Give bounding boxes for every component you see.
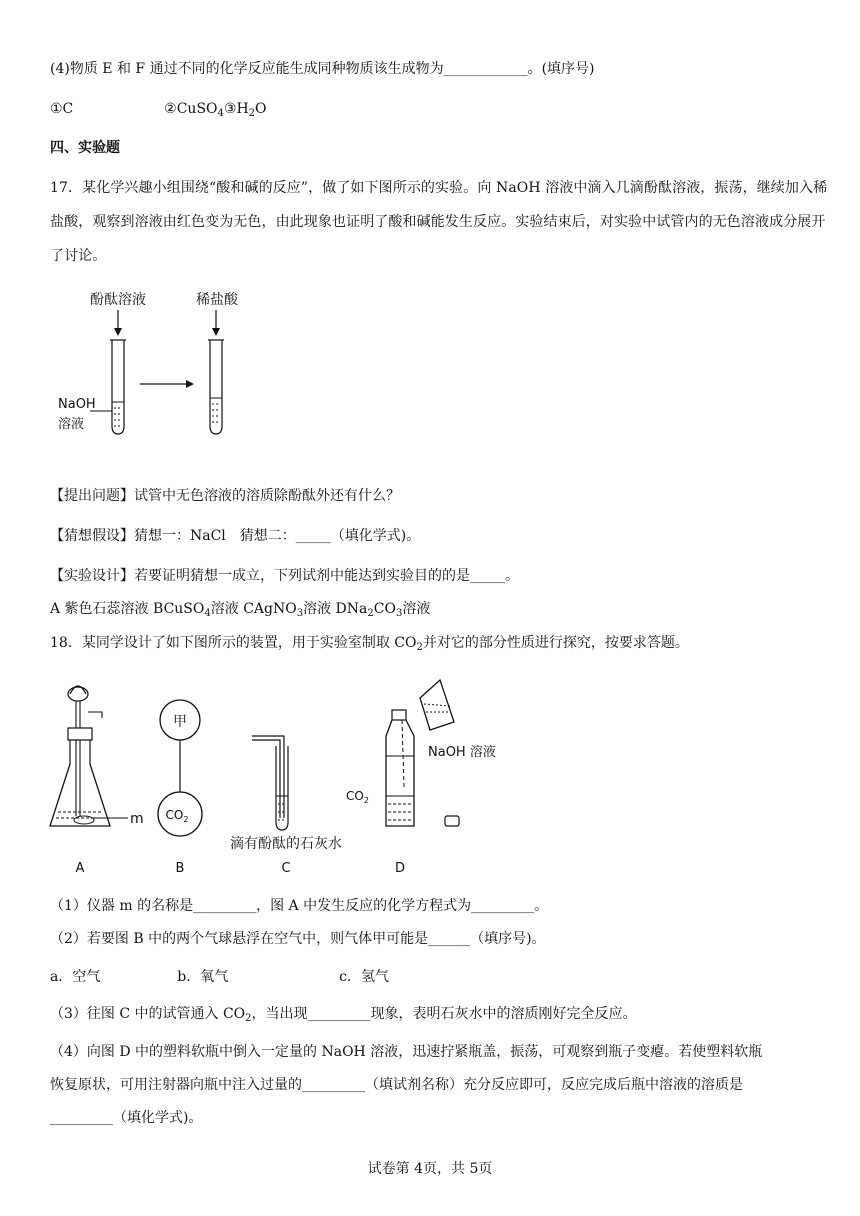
q18-stem: 18．某同学设计了如下图所示的装置，用于实验室制取 $CO_2$并对它的部分性质进行探究，按要求答题。	[50, 635, 689, 653]
label-co2-balloon: $CO_2$	[165, 808, 189, 824]
q18-option-b: b．氧气	[177, 969, 229, 985]
q4-options	[50, 98, 832, 120]
label-hcl: 稀盐酸	[196, 292, 238, 308]
q17-question: 【提出问题】试管中无色溶液的溶质除酚酞外还有什么？	[50, 488, 400, 504]
q18-part4-line3: _________（填化学式)。	[50, 1110, 203, 1126]
q17-option-b: BCuSO$_4$溶液	[153, 601, 239, 619]
q4-option-1: ①C	[50, 101, 74, 117]
apparatus-a	[50, 686, 144, 876]
q17-design: 【实验设计】若要证明猜想一成立，下列试剂中能达到实验目的的是_____。	[50, 568, 519, 584]
q17-hypothesis: 【猜想假设】猜想一：NaCl 猜想二：_____（填化学式)。	[50, 528, 421, 544]
q4-option-2: ②CuSO$_4$	[164, 101, 224, 119]
label-phenolphthalein: 酚酞溶液	[90, 292, 146, 308]
q18-part4-line2: 恢复原状，可用注射器向瓶中注入过量的_________（填试剂名称）充分反应即可，反应完成后瓶中溶液的溶质是	[50, 1077, 743, 1093]
section-heading: 四、实验题	[50, 140, 120, 156]
label-c: C	[281, 861, 291, 876]
page-footer: 试卷第 4页，共 5页	[367, 1161, 493, 1177]
q17-figure	[50, 280, 280, 454]
q4-option-3: $③H_2O$	[223, 101, 267, 119]
q18-option-a: a．空气	[50, 969, 101, 985]
label-a: A	[75, 861, 85, 876]
label-co2-bottle: $CO_2$	[346, 789, 369, 805]
test-tube-1	[110, 340, 126, 434]
test-tube-2	[208, 340, 224, 434]
label-naoh-solution: NaOH 溶液	[428, 745, 496, 760]
apparatus-c	[230, 736, 342, 876]
label-d: D	[394, 861, 406, 876]
q17-options	[50, 598, 832, 620]
label-solution: 溶液	[58, 417, 85, 432]
q18-figure	[40, 676, 540, 886]
label-c-caption: 滴有酚酞的石灰水	[230, 836, 342, 852]
apparatus-b	[158, 700, 202, 876]
q17-stem: 17．某化学兴趣小组围绕“酸和碱的反应”，做了如下图所示的实验。向 NaOH 溶液中滴入几滴酚酞溶液，振荡，继续加入稀盐酸，观察到溶液由红色变为无色，由此现象也证明了酸和碱能发生反应。实验结束后，对实验中试管内的无色溶液成分展开了讨论。	[50, 180, 828, 264]
q18-part2: （2）若要图 B 中的两个气球悬浮在空气中，则气体甲可能是______（填序号)。	[50, 931, 546, 947]
q17-option-a: A 紫色石蕊溶液	[50, 601, 149, 617]
q18-option-c: c．氢气	[339, 969, 389, 985]
label-b: B	[175, 861, 185, 876]
q18-part1: （1）仪器 m 的名称是_________，图 A 中发生反应的化学方程式为_________。	[50, 898, 549, 914]
q4-part4: (4)物质 E 和 F 通过不同的化学反应能生成同种物质该生成物为____________。(填序号)	[50, 61, 595, 77]
q18-part2-options	[50, 966, 832, 988]
apparatus-d	[346, 680, 496, 876]
q17-option-d: $DNa_2CO_3$溶液	[335, 601, 431, 619]
q18-part4-line1: （4）向图 D 中的塑料软瓶中倒入一定量的 NaOH 溶液，迅速拧紧瓶盖，振荡，可观察到瓶子变瘪。若使塑料软瓶	[50, 1044, 763, 1060]
label-m: m	[130, 811, 144, 827]
label-naoh: NaOH	[58, 397, 96, 412]
q17-option-c: CAgNO$_3$溶液	[243, 601, 332, 619]
q18-part3: （3）往图 C 中的试管通入 $CO_2$，当出现_________现象，表明石灰水中的溶质刚好完全反应。	[50, 1006, 637, 1024]
label-jia: 甲	[173, 714, 187, 730]
